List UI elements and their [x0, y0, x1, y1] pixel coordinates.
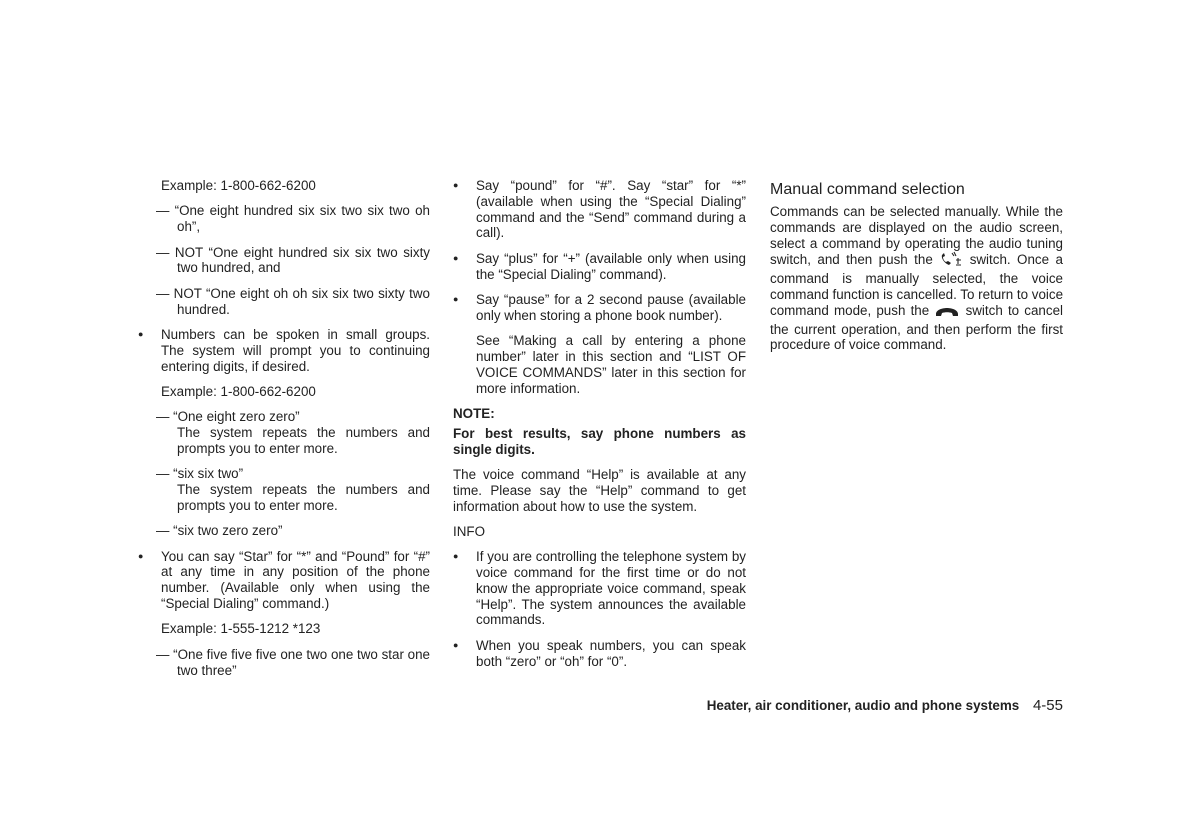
dash-sub: The system repeats the numbers and prompts you to enter more. [177, 482, 430, 513]
note-text: For best results, say phone numbers as single digits. [453, 425, 746, 457]
right-column [770, 178, 1063, 363]
bullet-item: ● Say “pause” for a 2 second pause (available only when storing a phone book number). [453, 292, 746, 324]
bullet-item: ● When you speak numbers, you can speak both “zero” or “oh” for “0”. [453, 638, 746, 670]
middle-column [453, 178, 746, 679]
dash-item: — NOT “One eight oh oh six six two sixty two hundred. [156, 285, 430, 317]
paragraph-text: switch. Once a command is manually selected, the voice command function is cancelled. To return to voice command mode, push the [770, 252, 1064, 318]
bullet-item: ● Say “plus” for “+” (available only when using the “Special Dialing” command). [453, 251, 746, 283]
bullet-item: ● Numbers can be spoken in small groups. The system will prompt you to continuing entering digits, if desired. [138, 327, 430, 374]
example-text: Example: 1-800-662-6200 [161, 383, 316, 399]
phone-hangup-icon [934, 306, 960, 322]
dash-item: — “six two zero zero” [156, 523, 283, 539]
example-text: Example: 1-555-1212 *123 [161, 621, 321, 637]
bullet-item: ● If you are controlling the telephone system by voice command for the first time or do not know the appropriate voice command, speak “Help”. The system announces the available commands. [453, 549, 746, 628]
dash-item: — NOT “One eight hundred six six two sixty two hundred, and [156, 244, 430, 276]
dash-main: — “One eight zero zero” [156, 409, 300, 425]
example-text: Example: 1-800-662-6200 [161, 178, 316, 193]
dash-item [156, 409, 430, 456]
paragraph-text: Commands can be selected manually. While the commands are displayed on the audio screen, select a command by operating the audio tuning switch, and then push the [770, 204, 1063, 268]
page-footer [707, 697, 1063, 715]
info-label: INFO [453, 523, 485, 539]
footer-section-title: Heater, air conditioner, audio and phone systems [706, 698, 1020, 713]
dash-item [156, 466, 430, 513]
paragraph-text: switch to cancel the current operation, and then perform the first procedure of voice command. [770, 302, 1063, 353]
bullet-item: ● You can say “Star” for “*” and “Pound” for “#” at any time in any position of the phone number. (Available only when using the “Special Dialing” command.) [138, 549, 430, 612]
note-label: NOTE: [453, 405, 495, 421]
page-number: 4-55 [1032, 697, 1063, 714]
left-column [138, 178, 430, 688]
dash-sub: The system repeats the numbers and prompts you to enter more. [177, 425, 430, 456]
dash-item: — “One five five five one two one two star one two three” [156, 646, 430, 678]
dash-main: — “six six two” [156, 466, 244, 482]
see-paragraph: See “Making a call by entering a phone number” later in this section and “LIST OF VOICE COMMANDS” later in this section for more information. [476, 333, 746, 396]
help-paragraph: The voice command “Help” is available at any time. Please say the “Help” command to get information about how to use the system. [453, 466, 746, 514]
bullet-item: ● Say “pound” for “#”. Say “star” for “*” (available when using the “Special Dialing” command and the “Send” command during a call). [453, 178, 746, 241]
phone-talk-icon [939, 251, 963, 271]
section-heading: Manual command selection [770, 181, 965, 198]
manual-selection-paragraph [770, 204, 1063, 353]
dash-item: — “One eight hundred six six two six two oh oh”, [156, 203, 430, 235]
